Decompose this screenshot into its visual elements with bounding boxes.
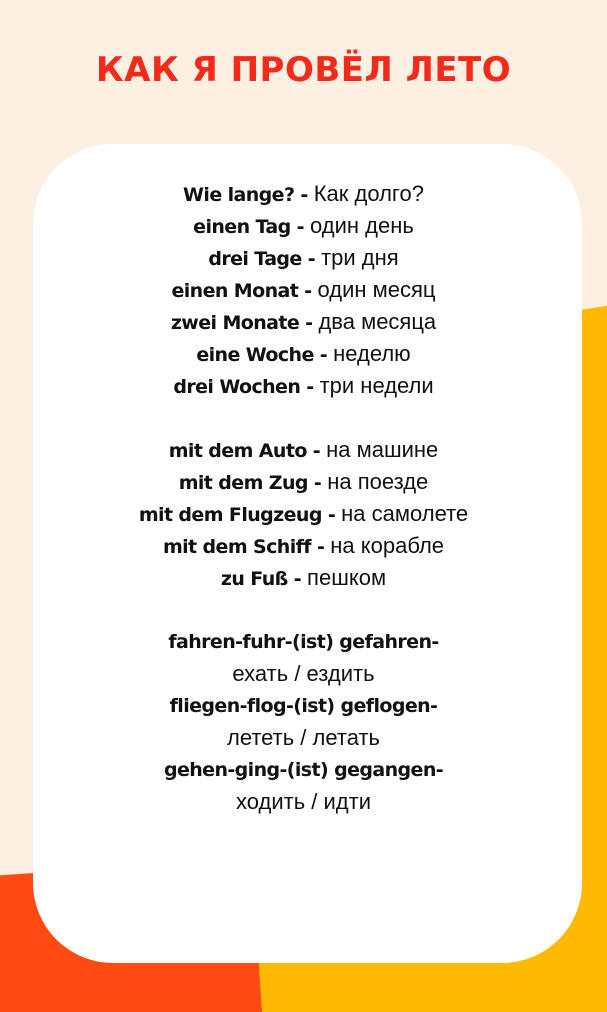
vocab-line	[0, 562, 607, 594]
russian-translation: на самолете	[341, 501, 469, 526]
vocab-line	[0, 786, 607, 818]
russian-translation: на машине	[326, 437, 439, 462]
vocab-line	[0, 370, 607, 402]
vocabulary-list	[0, 178, 607, 818]
german-term: gehen-ging-(ist) gegangen-	[163, 759, 444, 781]
russian-translation: лететь / летать	[226, 725, 380, 750]
german-term: drei Wochen -	[173, 376, 320, 398]
german-term: mit dem Auto -	[168, 440, 327, 462]
german-term: einen Tag -	[193, 216, 310, 238]
vocab-line	[0, 626, 607, 658]
german-term: Wie lange? -	[183, 184, 314, 206]
vocab-line	[0, 338, 607, 370]
vocab-line	[0, 466, 607, 498]
vocab-line	[0, 754, 607, 786]
german-term: zwei Monate -	[170, 312, 319, 334]
vocab-line	[0, 658, 607, 690]
russian-translation: один день	[309, 213, 414, 238]
vocab-line	[0, 434, 607, 466]
german-term: fliegen-flog-(ist) geflogen-	[169, 695, 438, 717]
russian-translation: Как долго?	[313, 181, 424, 206]
russian-translation: неделю	[333, 341, 411, 366]
german-term: mit dem Flugzeug -	[138, 504, 342, 526]
german-term: drei Tage -	[208, 248, 322, 270]
vocab-line	[0, 210, 607, 242]
german-term: zu Fuß -	[220, 568, 308, 590]
russian-translation: ходить / идти	[236, 789, 371, 814]
vocab-line	[0, 722, 607, 754]
russian-translation: три недели	[319, 373, 434, 398]
vocab-line	[0, 306, 607, 338]
group-spacer	[0, 594, 607, 626]
vocab-line	[0, 690, 607, 722]
vocab-line	[0, 274, 607, 306]
german-term: eine Woche -	[196, 344, 334, 366]
russian-translation: два месяца	[318, 309, 437, 334]
german-term: einen Monat -	[171, 280, 318, 302]
german-term: fahren-fuhr-(ist) gefahren-	[168, 631, 439, 653]
russian-translation: ехать / ездить	[232, 661, 375, 686]
vocab-line	[0, 498, 607, 530]
russian-translation: на корабле	[330, 533, 445, 558]
page-title: КАК Я ПРОВЁЛ ЛЕТО	[95, 50, 512, 90]
russian-translation: на поезде	[327, 469, 429, 494]
russian-translation: три дня	[321, 245, 399, 270]
russian-translation: пешком	[307, 565, 387, 590]
vocab-line	[0, 242, 607, 274]
group-spacer	[0, 402, 607, 434]
german-term: mit dem Zug -	[178, 472, 328, 494]
vocab-line	[0, 530, 607, 562]
german-term: mit dem Schiff -	[162, 536, 331, 558]
vocab-line	[0, 178, 607, 210]
russian-translation: один месяц	[317, 277, 436, 302]
